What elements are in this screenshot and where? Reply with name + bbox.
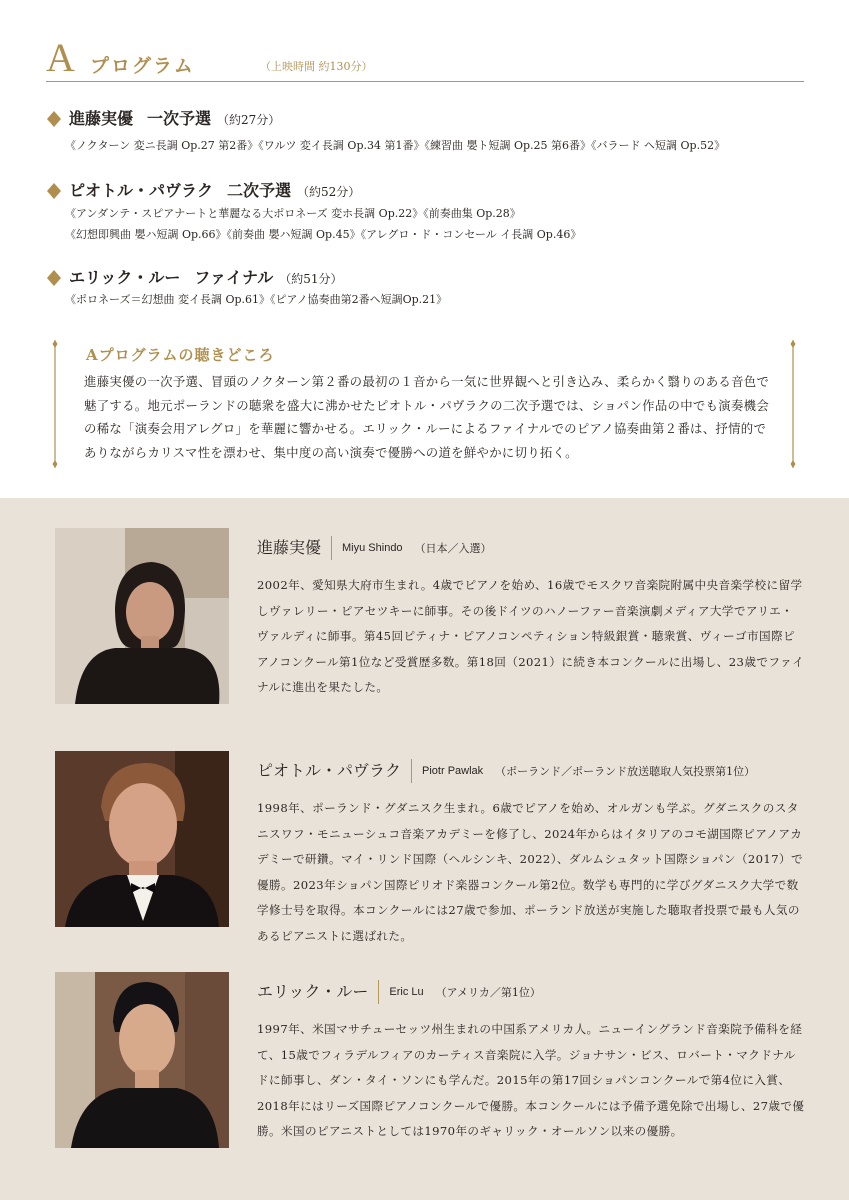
right-bracket-ornament-icon: [790, 340, 796, 468]
round-stage: 二次予選: [227, 181, 292, 200]
bio-text: 2002年、愛知県大府市生まれ。4歳でピアノを始め、16歳でモスクワ音楽院附属中央音楽学校に留学しヴァレリー・ピアセツキーに師事。その後ドイツのハノーファー音楽演劇メディア大学でアリエ・ヴァルディに師事。第45回ピティナ・ピアノコンペティション特級銀賞・聴衆賞、ヴィーゴ市国際ピアノコンクール第1位など受賞歴多数。第18回（2021）に続き本コンクールに出場し、23歳でファイナルに進出を果たした。: [257, 578, 805, 694]
bio-country: （日本／入選）: [414, 542, 492, 555]
round-stage: 一次予選: [147, 109, 212, 128]
round-duration: （約27分）: [217, 113, 281, 127]
bio-name-row: [257, 980, 541, 1006]
round-performer: 進藤実優: [69, 109, 134, 128]
diamond-bullet-icon: [47, 270, 61, 284]
bio-name-jp: エリック・ルー: [257, 980, 379, 1004]
round-duration: （約52分）: [297, 185, 361, 199]
bio-text: 1997年、米国マサチューセッツ州生まれの中国系アメリカ人。ニューイングランド音楽院予備科を経て、15歳でフィラデルフィアのカーティス音楽院に入学。ジョナサン・ビス、ロバート・マクドナルドに師事し、ダン・タイ・ソンにも学んだ。2015年の第17回ショパンコンクールで第4位に入賞、2018年にはリーズ国際ピアノコンクールで優勝。本コンクールには予備予選免除で出場し、27歳で優勝。米国のピアニストとしては1970年のギャリック・オールソン以来の優勝。: [257, 1022, 805, 1138]
round-title: [69, 265, 343, 288]
piece-line: 《アンダンテ・スピアナートと華麗なる大ポロネーズ 変ホ長調 Op.22》《前奏曲集 Op.28》: [65, 207, 521, 220]
highlight-box: [52, 340, 796, 468]
round-performer: エリック・ルー: [69, 268, 181, 287]
bio-country: （アメリカ／第1位）: [435, 986, 541, 999]
bio-name-row: [257, 759, 755, 785]
highlight-title: Aプログラムの聴きどころ: [86, 346, 275, 364]
bio-name-jp: ピオトル・パヴラク: [257, 759, 412, 783]
round-pieces: [65, 135, 725, 156]
program-letter: A: [46, 35, 75, 80]
bio-name-jp: 進藤実優: [257, 536, 332, 560]
performer-photo: [55, 751, 229, 927]
round-stage: ファイナル: [194, 268, 274, 287]
round-title: [69, 178, 360, 201]
round-duration: （約51分）: [279, 272, 343, 286]
bio-text: 1998年、ポーランド・グダニスク生まれ。6歳でピアノを始め、オルガンも学ぶ。グダニスクのスタニスワフ・モニューシュコ音楽アカデミーを修了し、2024年からはイタリアのコモ湖国際ピアノアカデミーで研鑽。マイ・リンド国際（ヘルシンキ、2022）、ダルムシュタット国際ショパン（2017）で優勝。2023年ショパン国際ピリオド楽器コンクール第2位。数学も専門的に学びグダニスク大学で数学修士号を取得。本コンクールには27歳で参加、ポーランド放送が実施した聴取者投票で最も人気のあるピアニストに選ばれた。: [257, 801, 803, 943]
bio-name-en: Miyu Shindo: [342, 542, 403, 554]
biography-section: [0, 498, 849, 1200]
performer-photo: [55, 528, 229, 704]
bio-name-en: Piotr Pawlak: [422, 765, 484, 777]
round-title: [69, 106, 280, 129]
round-pieces: [65, 289, 447, 310]
round-performer: ピオトル・パヴラク: [69, 181, 214, 200]
piece-line: 《ポロネーズ＝幻想曲 変イ長調 Op.61》《ピアノ協奏曲第2番ヘ短調Op.21》: [65, 293, 448, 306]
highlight-body: 進藤実優の一次予選、冒頭のノクターン第２番の最初の１音から一気に世界観へと引き込み、柔らかく翳りのある音色で魅了する。地元ポーランドの聴衆を盛大に沸かせたピオトル・パヴラクの二次予選では、ショパン作品の中でも演奏機会の稀な「演奏会用アレグロ」を華麗に響かせる。エリック・ルーによるファイナルでのピアノ協奏曲第２番は、抒情的でありながらカリスマ性を漂わせ、集中度の高い演奏で優勝への道を鮮やかに切り拓く。: [84, 374, 770, 460]
bio-country: （ポーランド／ポーランド放送聴取人気投票第1位）: [495, 765, 756, 778]
diamond-bullet-icon: [47, 183, 61, 197]
piece-line: 《ノクターン 変ニ長調 Op.27 第2番》《ワルツ 変イ長調 Op.34 第1番》《練習曲 嬰ト短調 Op.25 第6番》《バラード ヘ短調 Op.52》: [65, 139, 726, 152]
performer-photo: [55, 972, 229, 1148]
program-header: [46, 35, 804, 82]
left-bracket-ornament-icon: [52, 340, 58, 468]
program-runtime: （上映時間 約130分）: [260, 60, 373, 73]
program-title: プログラム: [90, 55, 195, 77]
bio-name-row: [257, 536, 492, 562]
bio-name-en: Eric Lu: [389, 986, 424, 998]
round-pieces: [65, 203, 581, 245]
diamond-bullet-icon: [47, 111, 61, 125]
piece-line: 《幻想即興曲 嬰ハ短調 Op.66》《前奏曲 嬰ハ短調 Op.45》《アレグロ・ド・コンセール イ長調 Op.46》: [65, 228, 582, 241]
